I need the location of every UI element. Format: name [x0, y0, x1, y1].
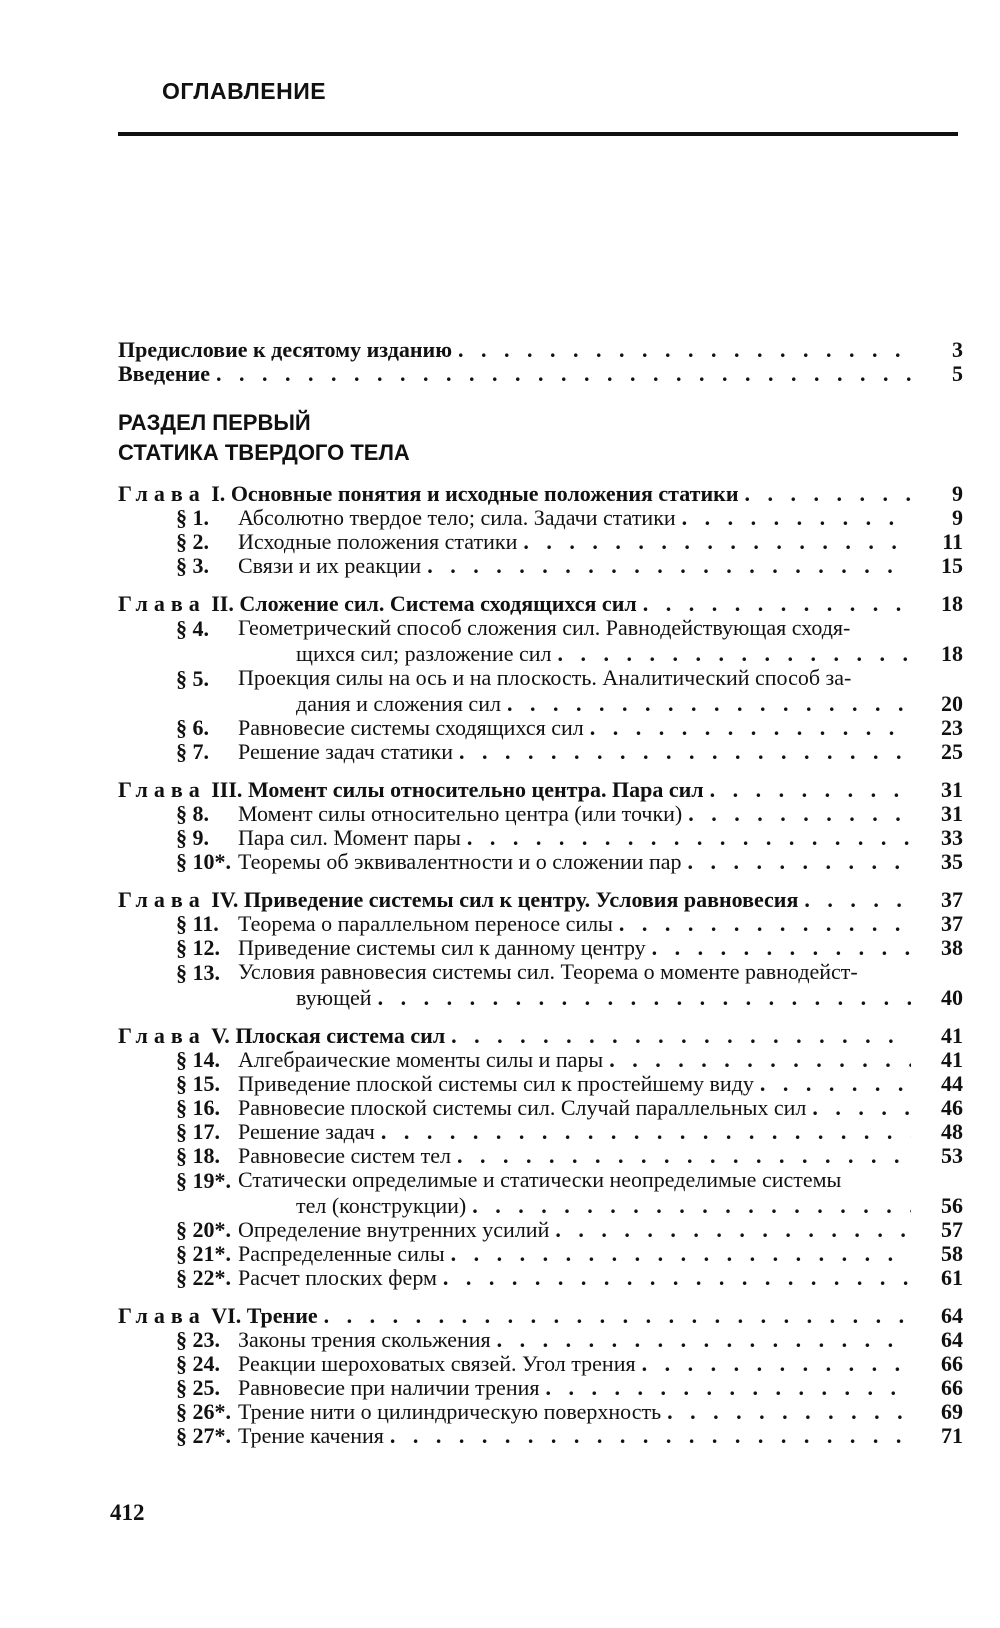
toc-paragraph-7[interactable]	[118, 740, 963, 764]
chapter-title: Плоская система сил	[235, 1023, 446, 1048]
leader-dots	[427, 554, 911, 578]
paragraph-page: 41	[941, 1047, 963, 1072]
toc-entry-introduction[interactable]	[118, 362, 963, 386]
paragraph-page: 18	[941, 641, 963, 666]
chapter-page: 37	[941, 887, 963, 912]
paragraph-number: § 14.	[176, 1047, 220, 1072]
chapter-word: Глава	[118, 481, 206, 506]
paragraph-number: § 1.	[176, 505, 209, 530]
paragraph-page: 66	[941, 1375, 963, 1400]
paragraph-title: Трение нити о цилиндрическую поверхность	[238, 1399, 662, 1424]
paragraph-number: § 12.	[176, 935, 220, 960]
leader-dots	[642, 1352, 911, 1376]
paragraph-title: Равновесие систем тел	[238, 1143, 451, 1168]
paragraph-number: § 4.	[176, 616, 209, 641]
paragraph-number: § 15.	[176, 1071, 220, 1096]
paragraph-title: Приведение плоской системы сил к простейшему виду	[238, 1071, 754, 1096]
chapter-number: I.	[211, 481, 226, 506]
paragraph-page: 9	[952, 505, 963, 530]
paragraph-page: 31	[941, 801, 963, 826]
paragraph-title: Абсолютно твердое тело; сила. Задачи статики	[238, 505, 676, 530]
toc-paragraph-20[interactable]	[118, 1218, 963, 1242]
leader-dots	[812, 1096, 911, 1120]
leader-dots	[619, 912, 911, 936]
paragraph-number: § 8.	[176, 801, 209, 826]
leader-dots	[760, 1072, 911, 1096]
paragraph-title: Реакции шероховатых связей. Угол трения	[238, 1351, 636, 1376]
leader-dots	[381, 1120, 911, 1144]
table-of-contents	[118, 338, 963, 1448]
paragraph-number: § 3.	[176, 553, 209, 578]
paragraph-number: § 18.	[176, 1143, 220, 1168]
paragraph-page: 56	[941, 1193, 963, 1218]
paragraph-page: 20	[941, 691, 963, 716]
chapter-word: Глава	[118, 591, 206, 616]
paragraph-number: § 11.	[176, 911, 219, 936]
toc-chapter-3[interactable]	[118, 778, 963, 802]
paragraph-title: Решение задач	[238, 1119, 375, 1144]
paragraph-page: 38	[941, 935, 963, 960]
toc-paragraph-8[interactable]	[118, 802, 963, 826]
paragraph-title: Связи и их реакции	[238, 553, 422, 578]
paragraph-title: Условия равновесия системы сил. Теорема о моменте равнодейст-	[238, 959, 858, 984]
paragraph-number: § 7.	[176, 739, 209, 764]
leader-dots	[745, 482, 911, 506]
paragraph-number: § 2.	[176, 529, 209, 554]
paragraph-page: 33	[941, 825, 963, 850]
entry-title: Предисловие к десятому изданию	[118, 337, 453, 362]
paragraph-title: Исходные положения статики	[238, 529, 518, 554]
paragraph-number: § 19*.	[176, 1168, 231, 1193]
paragraph-title-continued: вующей	[296, 985, 372, 1010]
paragraph-title: Равновесие при наличии трения	[238, 1375, 540, 1400]
leader-dots	[216, 362, 911, 386]
leader-dots	[555, 1218, 911, 1242]
leader-dots	[497, 1328, 911, 1352]
paragraph-number: § 24.	[176, 1351, 220, 1376]
chapter-word: Глава	[118, 887, 206, 912]
paragraph-page: 23	[941, 715, 963, 740]
section-title: СТАТИКА ТВЕРДОГО ТЕЛА	[118, 440, 410, 465]
toc-chapter-6[interactable]	[118, 1304, 963, 1328]
leader-dots	[609, 1048, 911, 1072]
chapter-page: 9	[952, 481, 963, 506]
toc-paragraph-27[interactable]	[118, 1424, 963, 1448]
toc-paragraph-9[interactable]	[118, 826, 963, 850]
toc-paragraph-19[interactable]	[118, 1168, 963, 1218]
chapter-number: V.	[211, 1023, 230, 1048]
leader-dots	[652, 936, 911, 960]
leader-dots	[804, 888, 911, 912]
chapter-page: 18	[941, 591, 963, 616]
toc-chapter-5[interactable]	[118, 1024, 963, 1048]
paragraph-page: 58	[941, 1241, 963, 1266]
chapter-page: 64	[941, 1303, 963, 1328]
paragraph-page: 64	[941, 1327, 963, 1352]
chapter-page: 41	[941, 1023, 963, 1048]
leader-dots	[682, 506, 911, 530]
paragraph-number: § 5.	[176, 666, 209, 691]
toc-paragraph-4[interactable]	[118, 616, 963, 666]
paragraph-title: Определение внутренних усилий	[238, 1217, 550, 1242]
page-number: 412	[110, 1500, 145, 1525]
paragraph-page: 35	[941, 849, 963, 874]
chapter-title: Сложение сил. Система сходящихся сил	[239, 591, 637, 616]
leader-dots	[688, 802, 911, 826]
leader-dots	[523, 530, 911, 554]
chapter-title: Момент силы относительно центра. Пара сил	[247, 777, 704, 802]
leader-dots	[557, 642, 911, 666]
toc-paragraph-14[interactable]	[118, 1048, 963, 1072]
toc-chapter-4[interactable]	[118, 888, 963, 912]
paragraph-page: 40	[941, 985, 963, 1010]
toc-paragraph-3[interactable]	[118, 554, 963, 578]
paragraph-page: 48	[941, 1119, 963, 1144]
paragraph-number: § 27*.	[176, 1423, 231, 1448]
paragraph-page: 66	[941, 1351, 963, 1376]
toc-paragraph-5[interactable]	[118, 666, 963, 716]
toc-paragraph-1[interactable]	[118, 506, 963, 530]
paragraph-page: 61	[941, 1265, 963, 1290]
paragraph-title-continued: дания и сложения сил	[296, 691, 501, 716]
paragraph-page: 57	[941, 1217, 963, 1242]
entry-page: 5	[952, 361, 963, 386]
leader-dots	[590, 716, 911, 740]
leader-dots	[687, 850, 911, 874]
leader-dots	[443, 1266, 911, 1290]
paragraph-page: 25	[941, 739, 963, 764]
leader-dots	[459, 740, 911, 764]
paragraph-title: Решение задач статики	[238, 739, 454, 764]
paragraph-title: Равновесие системы сходящихся сил	[238, 715, 584, 740]
paragraph-title: Проекция силы на ось и на плоскость. Аналитический способ за-	[238, 665, 852, 690]
leader-dots	[458, 338, 911, 362]
toc-chapter-2[interactable]	[118, 592, 963, 616]
paragraph-number: § 6.	[176, 715, 209, 740]
paragraph-title: Момент силы относительно центра (или точки)	[238, 801, 683, 826]
paragraph-title: Трение качения	[238, 1423, 384, 1448]
paragraph-number: § 23.	[176, 1327, 220, 1352]
chapter-word: Глава	[118, 1023, 206, 1048]
paragraph-title: Законы трения скольжения	[238, 1327, 491, 1352]
paragraph-page: 44	[941, 1071, 963, 1096]
entry-title: Введение	[118, 361, 211, 386]
toc-paragraph-24[interactable]	[118, 1352, 963, 1376]
leader-dots	[546, 1376, 912, 1400]
paragraph-page: 37	[941, 911, 963, 936]
paragraph-page: 53	[941, 1143, 963, 1168]
paragraph-page: 71	[941, 1423, 963, 1448]
leader-dots	[507, 692, 911, 716]
leader-dots	[710, 778, 911, 802]
paragraph-page: 46	[941, 1095, 963, 1120]
toc-paragraph-15[interactable]	[118, 1072, 963, 1096]
leader-dots	[457, 1144, 911, 1168]
chapter-number: III.	[211, 777, 243, 802]
paragraph-title: Расчет плоских ферм	[238, 1265, 437, 1290]
chapter-number: II.	[211, 591, 234, 616]
paragraph-title: Равновесие плоской системы сил. Случай параллельных сил	[238, 1095, 807, 1120]
toc-entry-preface[interactable]	[118, 338, 963, 362]
chapter-number: VI.	[211, 1303, 242, 1328]
leader-dots	[451, 1024, 911, 1048]
leader-dots	[643, 592, 911, 616]
paragraph-page: 15	[941, 553, 963, 578]
toc-paragraph-18[interactable]	[118, 1144, 963, 1168]
leader-dots	[390, 1424, 911, 1448]
toc-paragraph-12[interactable]	[118, 936, 963, 960]
toc-paragraph-23[interactable]	[118, 1328, 963, 1352]
paragraph-title: Алгебраические моменты силы и пары	[238, 1047, 604, 1072]
toc-paragraph-22[interactable]	[118, 1266, 963, 1290]
entry-page: 3	[952, 337, 963, 362]
paragraph-title: Теорема о параллельном переносе силы	[238, 911, 613, 936]
chapter-word: Глава	[118, 1303, 206, 1328]
paragraph-title: Теоремы об эквивалентности и о сложении пар	[238, 849, 682, 874]
toc-paragraph-21[interactable]	[118, 1242, 963, 1266]
chapter-number: IV.	[211, 887, 239, 912]
paragraph-number: § 22*.	[176, 1265, 231, 1290]
paragraph-page: 11	[942, 529, 963, 554]
paragraph-title: Приведение системы сил к данному центру	[238, 935, 646, 960]
leader-dots	[472, 1194, 911, 1218]
paragraph-number: § 20*.	[176, 1217, 231, 1242]
toc-paragraph-2[interactable]	[118, 530, 963, 554]
toc-chapter-1[interactable]	[118, 482, 963, 506]
chapter-title: Основные понятия и исходные положения статики	[230, 481, 739, 506]
paragraph-number: § 13.	[176, 960, 220, 985]
paragraph-title: Пара сил. Момент пары	[238, 825, 461, 850]
paragraph-title-continued: тел (конструкции)	[296, 1193, 467, 1218]
toc-paragraph-17[interactable]	[118, 1120, 963, 1144]
paragraph-number: § 25.	[176, 1375, 220, 1400]
paragraph-number: § 9.	[176, 825, 209, 850]
toc-paragraph-25[interactable]	[118, 1376, 963, 1400]
page-title: ОГЛАВЛЕНИЕ	[162, 78, 327, 104]
paragraph-title-continued: щихся сил; разложение сил	[296, 641, 552, 666]
chapter-title: Трение	[246, 1303, 318, 1328]
toc-paragraph-26[interactable]	[118, 1400, 963, 1424]
leader-dots	[467, 826, 911, 850]
paragraph-number: § 10*.	[176, 849, 231, 874]
leader-dots	[667, 1400, 911, 1424]
toc-paragraph-16[interactable]	[118, 1096, 963, 1120]
section-label: РАЗДЕЛ ПЕРВЫЙ	[118, 410, 311, 435]
toc-paragraph-13[interactable]	[118, 960, 963, 1010]
paragraph-title: Статически определимые и статически неопределимые системы	[238, 1167, 842, 1192]
leader-dots	[451, 1242, 911, 1266]
paragraph-number: § 17.	[176, 1119, 220, 1144]
leader-dots	[378, 986, 911, 1010]
paragraph-page: 69	[941, 1399, 963, 1424]
paragraph-title: Распределенные силы	[238, 1241, 445, 1266]
chapter-page: 31	[941, 777, 963, 802]
title-rule	[118, 132, 958, 136]
paragraph-title: Геометрический способ сложения сил. Равнодействующая сходя-	[238, 615, 851, 640]
chapter-title: Приведение системы сил к центру. Условия равновесия	[243, 887, 799, 912]
toc-paragraph-6[interactable]	[118, 716, 963, 740]
toc-paragraph-11[interactable]	[118, 912, 963, 936]
paragraph-number: § 26*.	[176, 1399, 231, 1424]
toc-paragraph-10[interactable]	[118, 850, 963, 874]
leader-dots	[324, 1304, 911, 1328]
paragraph-number: § 21*.	[176, 1241, 231, 1266]
chapter-word: Глава	[118, 777, 206, 802]
paragraph-number: § 16.	[176, 1095, 220, 1120]
